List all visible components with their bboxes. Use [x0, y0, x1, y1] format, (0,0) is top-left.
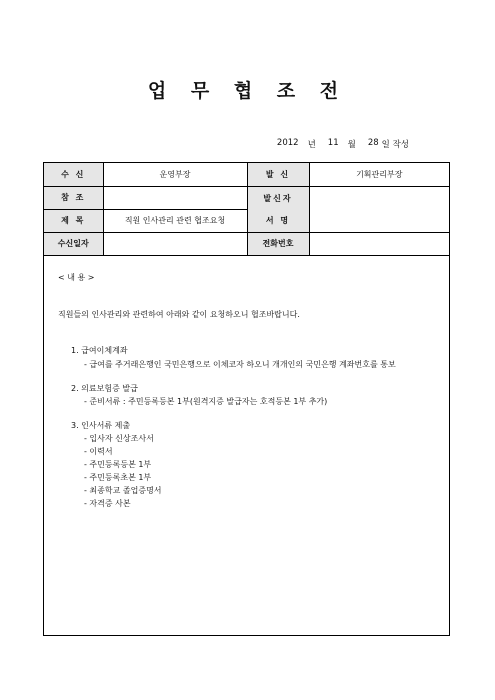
- signature-label: 서 명: [265, 215, 291, 225]
- recipient-label: 수 신: [44, 163, 103, 186]
- item-bullet: - 입사자 신상조사서: [84, 433, 154, 443]
- reference-value: [103, 186, 247, 209]
- item-bullet: - 급여를 주거래은행인 국민은행으로 이체코자 하오니 개개인의 국민은행 계좌번호를 통보: [84, 359, 396, 369]
- subject-value: 직원 인사관리 관련 협조요청: [103, 209, 247, 232]
- cooperation-form: [43, 162, 450, 636]
- date-month: 11: [327, 138, 339, 148]
- sender-value: 기획관리부장: [309, 163, 449, 186]
- date-day-suffix: 일 작성: [381, 140, 409, 150]
- recipient-value: 운영부장: [103, 163, 247, 186]
- received-date-label: 수신일자: [44, 232, 103, 255]
- item-bullet: - 주민등록초본 1부: [84, 472, 152, 482]
- header-table: [44, 163, 449, 256]
- date-year: 2012: [276, 138, 299, 148]
- date-day: 28: [367, 138, 379, 148]
- date-year-unit: 년: [307, 140, 316, 150]
- phone-value: [309, 232, 449, 255]
- reference-label: 참 조: [44, 186, 103, 209]
- content-section-label: < 내 용 >: [58, 272, 95, 282]
- content-intro: 직원들의 인사관리와 관련하여 아래와 같이 요청하오니 협조바랍니다.: [58, 309, 300, 319]
- phone-label: 전화번호: [247, 232, 309, 255]
- written-date: [277, 138, 409, 150]
- received-date-value: [103, 232, 247, 255]
- sender-label: 발 신: [247, 163, 309, 186]
- item-heading: 2. 의료보험증 발급: [71, 383, 138, 393]
- item-bullet: - 주민등록등본 1부: [84, 459, 152, 469]
- subject-label: 제 목: [44, 209, 103, 232]
- document-title: 업 무 협 조 전: [147, 80, 348, 102]
- item-heading: 3. 인사서류 제출: [71, 420, 131, 430]
- item-bullet: - 준비서류 : 주민등록등본 1부(원격지증 발급자는 호적등본 1부 추가): [84, 396, 328, 406]
- item-bullet: - 자격증 사본: [84, 498, 131, 508]
- signature-field: [309, 186, 449, 232]
- sender-person-label: 발신자: [263, 193, 293, 203]
- item-heading: 1. 급여이체계좌: [71, 345, 128, 355]
- item-bullet: - 최종학교 졸업증명서: [84, 485, 162, 495]
- sender-person-signature-label: [247, 186, 309, 232]
- item-bullet: - 이력서: [84, 446, 113, 456]
- date-month-unit: 월: [347, 140, 356, 150]
